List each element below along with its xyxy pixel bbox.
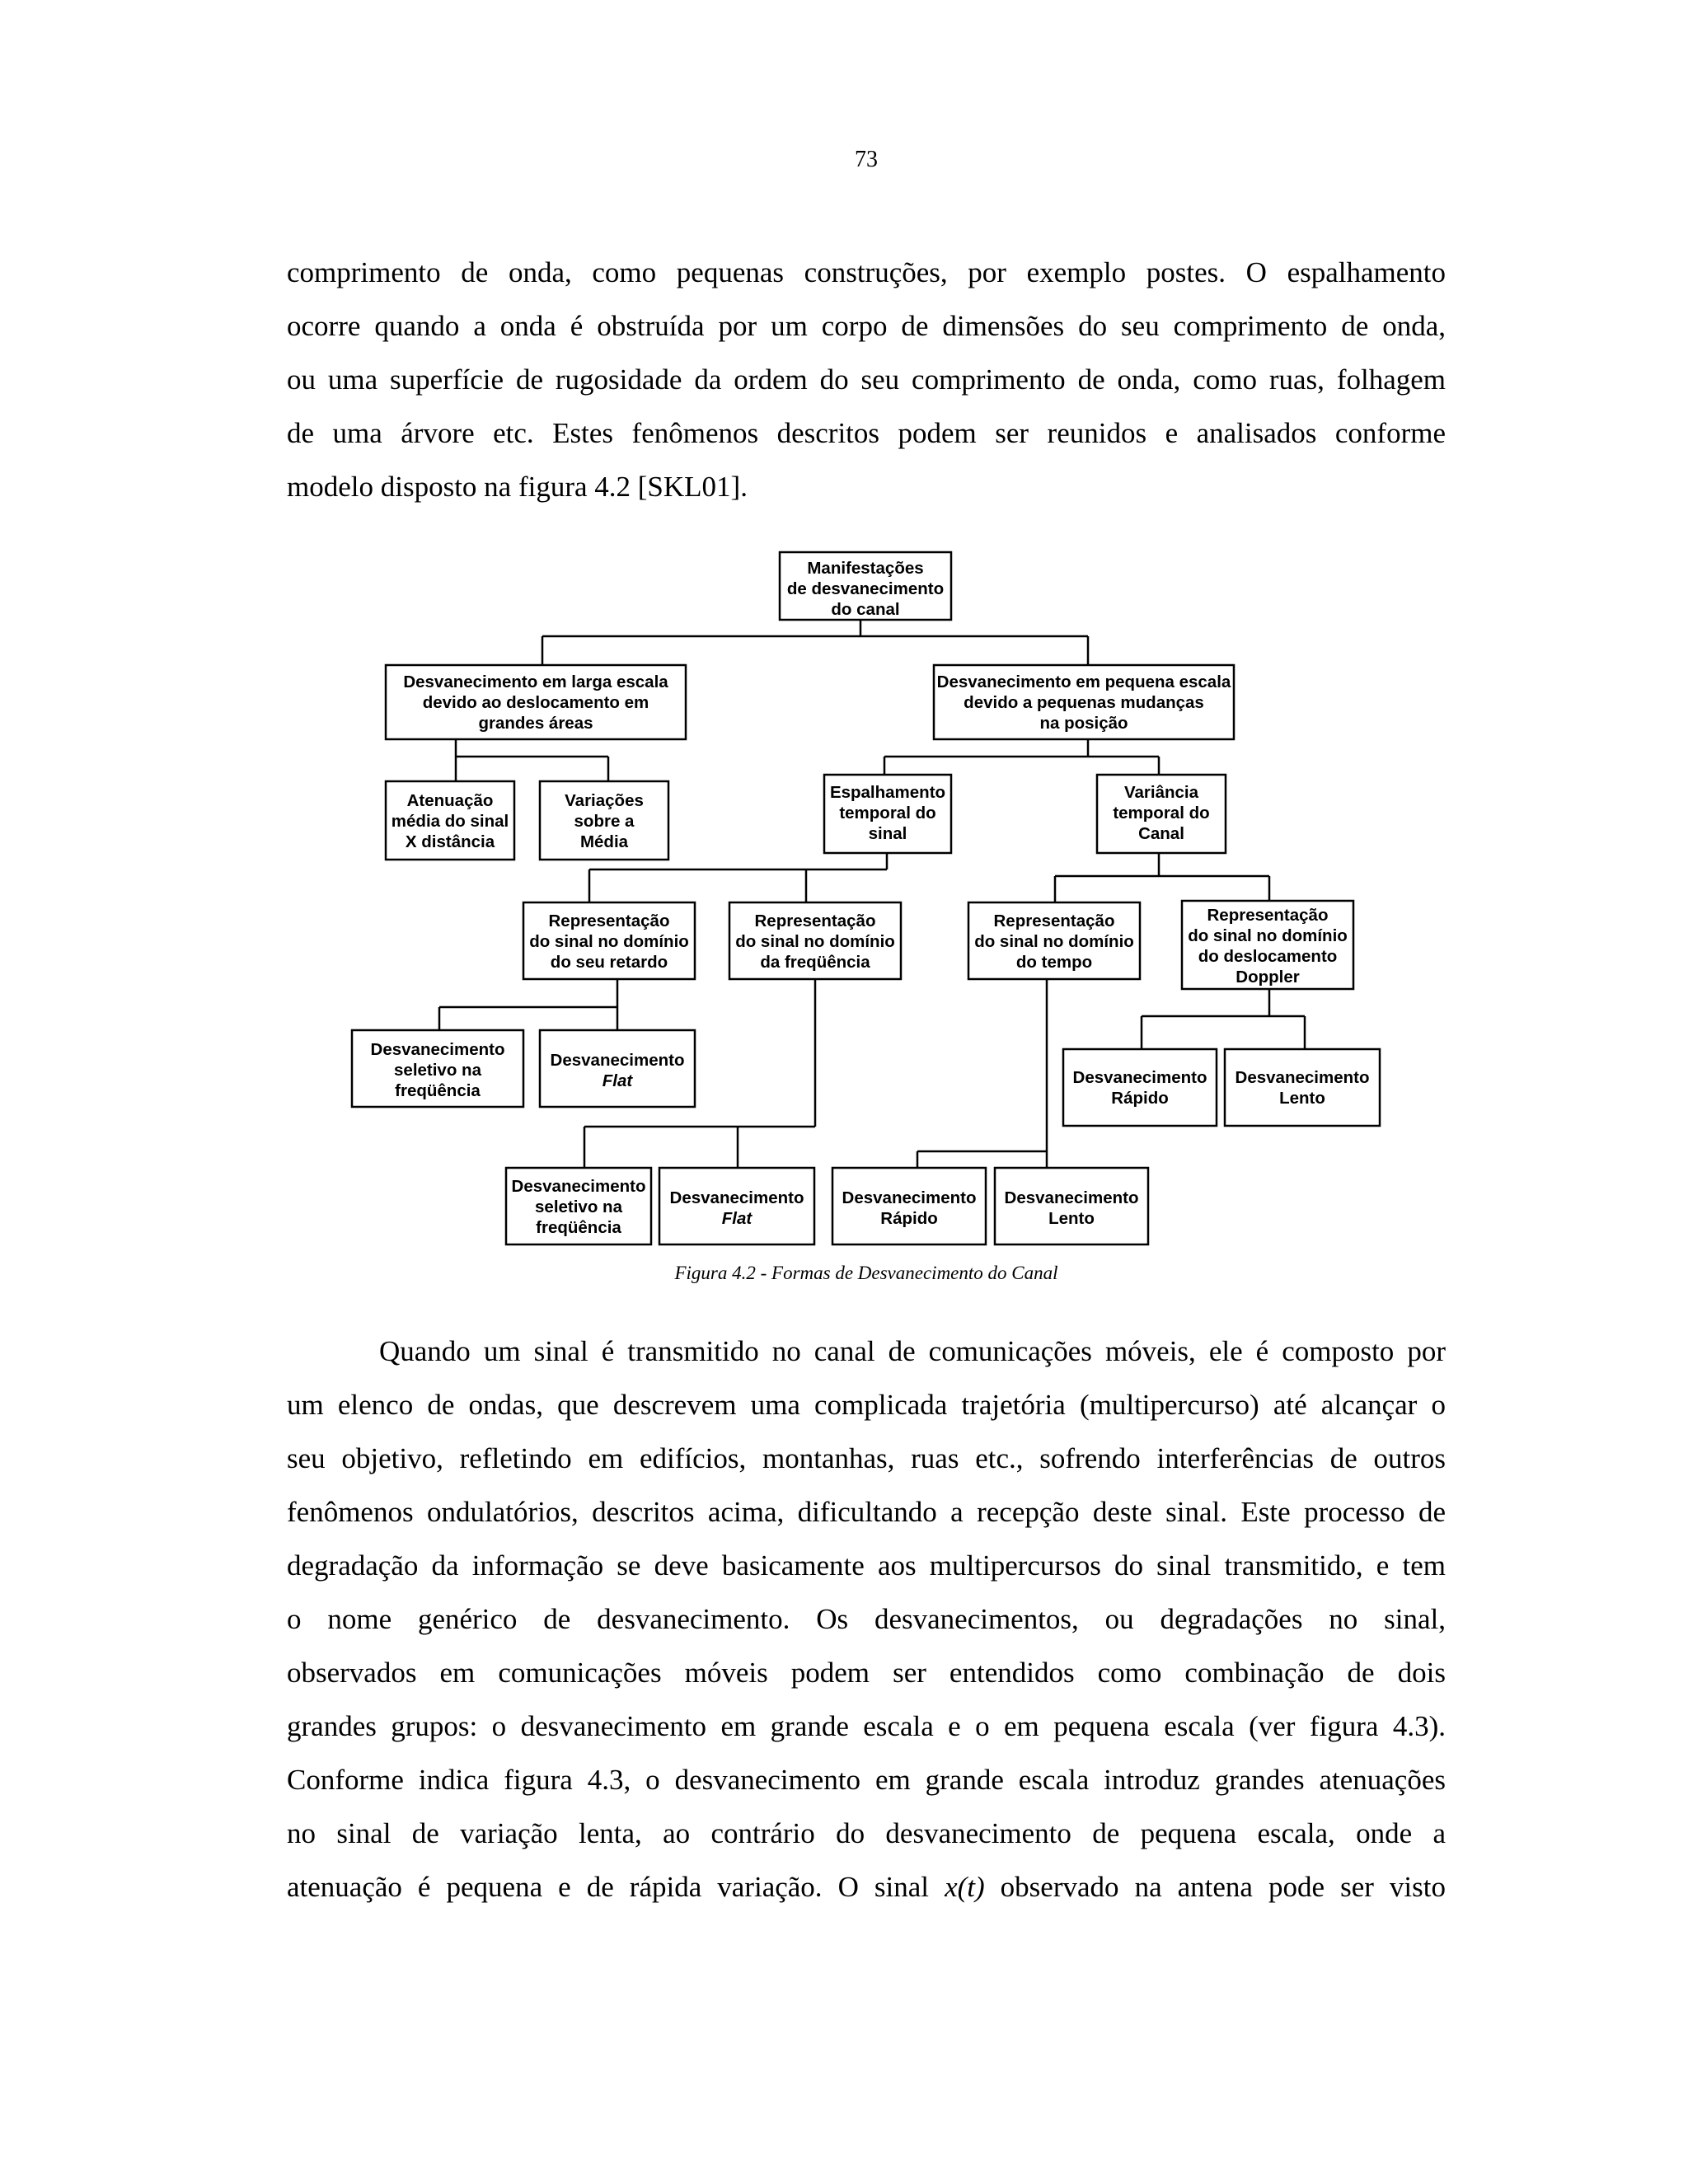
node-label-line: Desvanecimento	[1004, 1188, 1139, 1207]
node-label-line: sinal	[868, 824, 907, 843]
node-label-line: Rápido	[1111, 1089, 1169, 1108]
node-label-line: do canal	[831, 600, 900, 619]
node-label-line: Lento	[1279, 1089, 1325, 1108]
node-label-line: Flat	[721, 1209, 753, 1228]
freq-flat-fading-box	[659, 1168, 814, 1244]
text-line: modelo disposto na figura 4.2 [SKL01].	[287, 471, 748, 503]
node-label-line: freqüência	[395, 1081, 481, 1100]
figure-caption: Figura 4.2 - Formas de Desvanecimento do Canal	[674, 1263, 1058, 1283]
node-label-line: Canal	[1138, 824, 1184, 843]
node-label-line: Representação	[1207, 906, 1329, 925]
doppler-fast-fading-box	[1063, 1049, 1217, 1126]
text-line: no sinal de variação lenta, ao contrário do desvanecimento de pequena escala, onde a	[287, 1817, 1446, 1849]
delay-flat-fading-box	[540, 1030, 695, 1107]
node-label-line: Rápido	[880, 1209, 938, 1228]
node-label-line: Média	[579, 832, 629, 851]
frequency-domain-box	[729, 902, 901, 979]
text-line: observados em comunicações móveis podem ser entendidos como combinação de dois	[287, 1657, 1446, 1689]
node-label-line: Variações	[565, 791, 644, 810]
text-line-with-math	[287, 1860, 1446, 1914]
node-label-line: do sinal no domínio	[529, 932, 689, 951]
text-line: fenômenos ondulatórios, descritos acima, dificultando a recepção deste sinal. Este processo de	[287, 1496, 1446, 1528]
math-expression: x(t)	[945, 1871, 985, 1903]
node-label-line: seletivo na	[535, 1197, 622, 1216]
small-scale-fading-box	[934, 665, 1234, 739]
node-label-line: Representação	[993, 912, 1115, 930]
node-label-line: Variância	[1123, 783, 1199, 802]
node-label-line: devido a pequenas mudanças	[964, 693, 1204, 712]
text-line: de uma árvore etc. Estes fenômenos descritos podem ser reunidos e analisados conforme	[287, 417, 1446, 449]
node-label-line: Representação	[548, 912, 670, 930]
node-label-line: X distância	[405, 832, 495, 851]
node-label-line: média do sinal	[391, 812, 509, 831]
text-line: ou uma superfície de rugosidade da ordem do seu comprimento de onda, como ruas, folhagem	[287, 363, 1446, 396]
text-line: degradação da informação se deve basicamente aos multipercursos do sinal transmitido, e tem	[287, 1549, 1446, 1582]
doppler-slow-fading-box	[1225, 1049, 1380, 1126]
mean-variations-box	[540, 781, 668, 860]
node-label-line: Desvanecimento	[1072, 1068, 1207, 1087]
node-label-line: grandes áreas	[478, 714, 593, 733]
node-label-line: Doppler	[1236, 968, 1300, 987]
text-line: Conforme indica figura 4.3, o desvanecimento em grande escala introduz grandes atenuações	[287, 1764, 1446, 1796]
text-segment: observado na antena pode ser visto	[984, 1871, 1447, 1903]
time-variance-box	[1097, 775, 1226, 853]
node-label-line: sobre a	[574, 812, 635, 831]
node-label-line: Flat	[602, 1071, 633, 1090]
node-label-line: Desvanecimento em pequena escala	[936, 673, 1231, 691]
node-label-line: na posição	[1039, 714, 1128, 733]
node-label-line: Desvanecimento	[550, 1051, 685, 1070]
freq-selective-fading-box	[506, 1168, 651, 1244]
node-label-line: Desvanecimento	[669, 1188, 804, 1207]
text-line: comprimento de onda, como pequenas construções, por exemplo postes. O espalhamento	[287, 256, 1446, 288]
node-label-line: do sinal no domínio	[735, 932, 895, 951]
text-line: grandes grupos: o desvanecimento em grande escala e o em pequena escala (ver figura 4.3).	[287, 1710, 1446, 1742]
node-label-line: Desvanecimento	[511, 1177, 646, 1196]
node-label-line: da freqüência	[760, 953, 870, 972]
node-label-line: do seu retardo	[550, 953, 668, 972]
text-line: seu objetivo, refletindo em edifícios, montanhas, ruas etc., sofrendo interferências de outros	[287, 1442, 1446, 1474]
time-fast-fading-box	[832, 1168, 986, 1244]
paragraph-fading	[287, 1324, 1446, 1914]
root-node-box	[780, 552, 951, 620]
node-label-line: temporal do	[839, 804, 936, 823]
text-line: um elenco de ondas, que descrevem uma complicada trajetória (multipercurso) até alcançar o	[287, 1389, 1446, 1421]
time-domain-box	[968, 902, 1140, 979]
node-label-line: Desvanecimento	[842, 1188, 977, 1207]
node-label-line: Espalhamento	[829, 783, 946, 802]
doppler-domain-box	[1182, 901, 1353, 989]
node-label-line: temporal do	[1113, 804, 1210, 823]
node-label-line: do deslocamento	[1198, 947, 1338, 966]
time-spread-box	[824, 775, 951, 853]
node-label-line: freqüência	[536, 1218, 621, 1237]
node-label-line: Manifestações	[807, 559, 924, 578]
node-label-line: Representação	[754, 912, 876, 930]
node-label-line: do sinal no domínio	[1188, 926, 1348, 945]
delay-selective-fading-box	[352, 1030, 523, 1107]
node-label-line: de desvanecimento	[786, 579, 945, 598]
text-line: ocorre quando a onda é obstruída por um corpo de dimensões do seu comprimento de onda,	[287, 310, 1446, 342]
node-label-line: devido ao deslocamento em	[422, 693, 649, 712]
mean-attenuation-box	[386, 781, 514, 860]
node-label-line: do tempo	[1015, 953, 1093, 972]
text-line: o nome genérico de desvanecimento. Os desvanecimentos, ou degradações no sinal,	[287, 1603, 1446, 1635]
page-number: 73	[855, 147, 878, 172]
node-label-line: seletivo na	[394, 1061, 481, 1080]
node-label-line: Desvanecimento	[370, 1040, 505, 1059]
node-label-line: Atenuação	[406, 791, 494, 810]
node-label-line: do sinal no domínio	[974, 932, 1134, 951]
node-label-line: Desvanecimento em larga escala	[403, 673, 668, 691]
time-slow-fading-box	[995, 1168, 1148, 1244]
text-segment: atenuação é pequena e de rápida variação. O sinal	[287, 1871, 945, 1903]
large-scale-fading-box	[386, 665, 686, 739]
text-line: Quando um sinal é transmitido no canal de comunicações móveis, ele é composto por	[379, 1335, 1446, 1367]
node-label-line: Lento	[1048, 1209, 1095, 1228]
node-label-line: Desvanecimento	[1235, 1068, 1370, 1087]
delay-domain-box	[523, 902, 695, 979]
